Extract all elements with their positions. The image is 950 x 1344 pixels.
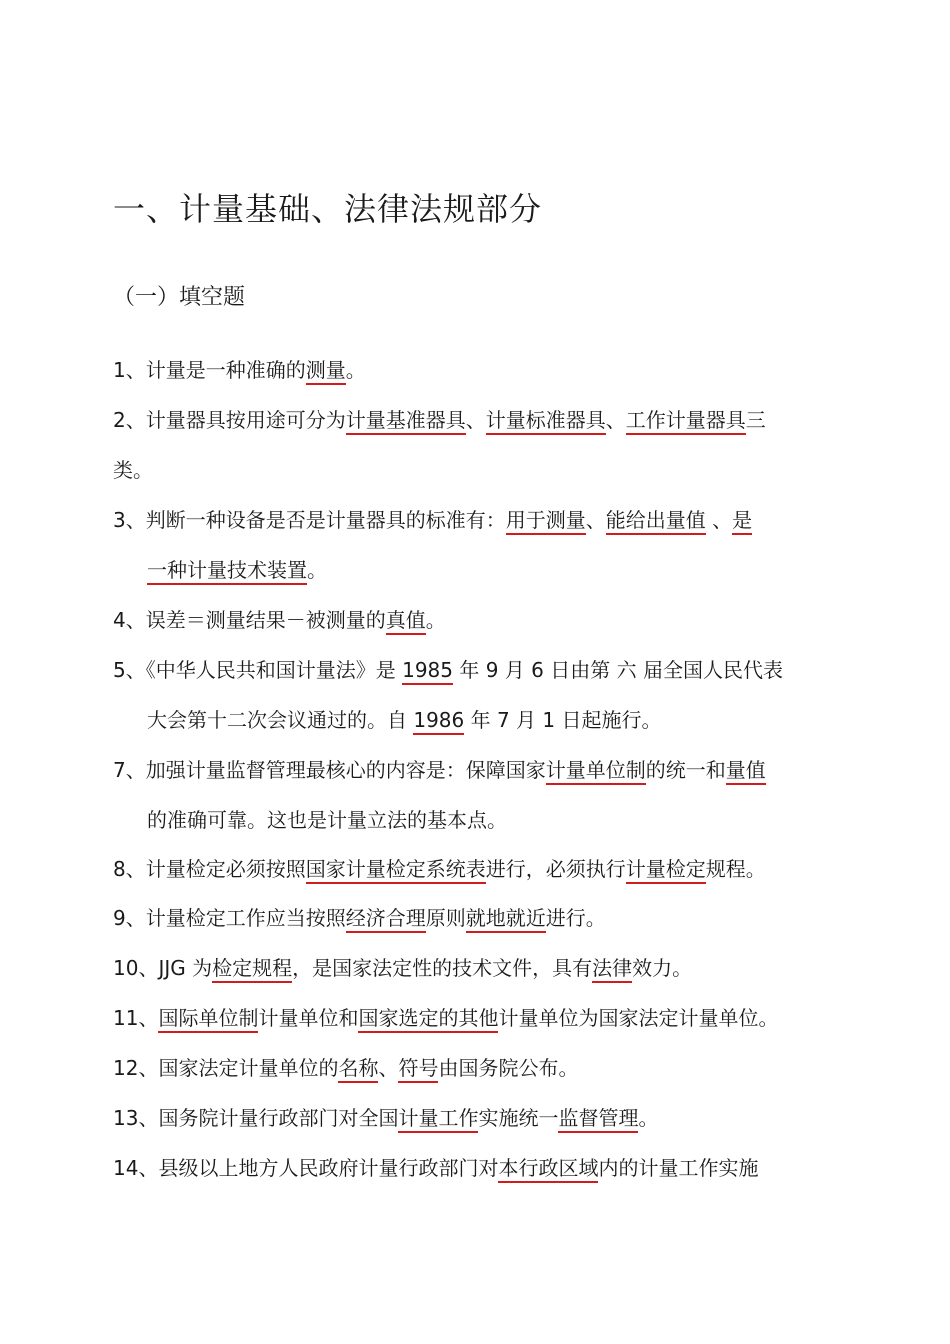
- question-text: 10、JJG 为: [113, 956, 213, 980]
- answer-blank: 计量标准器具: [486, 408, 606, 435]
- answer-blank: 计量工作: [398, 1106, 478, 1133]
- question-text: 14、县级以上地方人民政府计量行政部门对: [113, 1156, 499, 1180]
- answer-blank: 国家选定的其他: [358, 1006, 498, 1033]
- answer-blank: 用于测量: [506, 508, 586, 535]
- answer-blank: 就地就近: [466, 906, 546, 933]
- answer-blank: 国家计量检定系统表: [306, 857, 486, 884]
- question-line: [113, 356, 366, 384]
- answer-blank: 测量: [306, 358, 346, 385]
- question-text: 计量单位为国家法定计量单位。: [498, 1006, 779, 1030]
- answer-blank: 国际单位制: [158, 1006, 258, 1033]
- answer-blank: 符号: [398, 1056, 438, 1083]
- answer-blank: 是: [732, 508, 752, 535]
- answer-blank: 1985: [402, 658, 453, 685]
- answer-blank: 真值: [386, 608, 426, 635]
- question-text: 8、计量检定必须按照: [113, 857, 306, 881]
- question-text: 4、误差＝测量结果－被测量的: [113, 608, 386, 632]
- question-line: [147, 806, 507, 834]
- question-text: 效力。: [632, 956, 693, 980]
- question-text: 13、国务院计量行政部门对全国: [113, 1106, 399, 1130]
- question-line: [113, 855, 766, 883]
- question-text: 进行，必须执行: [485, 857, 626, 881]
- question-text: 的准确可靠。这也是计量立法的基本点。: [147, 808, 507, 832]
- question-line: [113, 406, 766, 434]
- question-text: 、: [378, 1056, 399, 1080]
- question-text: 、: [705, 508, 733, 532]
- question-text: 。: [425, 608, 446, 632]
- section-heading: 一、计量基础、法律法规部分: [113, 190, 543, 228]
- question-text: 原则: [425, 906, 466, 930]
- question-line: [113, 606, 446, 634]
- question-text: ，是国家法定性的技术文件，具有: [292, 956, 593, 980]
- question-line: [113, 456, 153, 484]
- question-text: 。: [345, 358, 366, 382]
- question-text: 1、计量是一种准确的: [113, 358, 306, 382]
- answer-blank: 本行政区域: [498, 1156, 598, 1183]
- question-line: [113, 756, 766, 784]
- question-text: 7、加强计量监督管理最核心的内容是：保障国家: [113, 758, 546, 782]
- answer-blank: 量值: [726, 758, 766, 785]
- question-text: 大会第十二次会议通过的。自: [147, 708, 414, 732]
- question-line: [147, 706, 662, 734]
- question-line: [113, 1104, 658, 1132]
- question-text: 5、《中华人民共和国计量法》是: [113, 658, 403, 682]
- question-line: [147, 556, 327, 584]
- question-text: 规程。: [705, 857, 766, 881]
- answer-blank: 监督管理: [558, 1106, 638, 1133]
- question-text: 年 9 月 6 日由第 六 届全国人民代表: [453, 658, 783, 682]
- question-line: [113, 954, 692, 982]
- question-text: 2、计量器具按用途可分为: [113, 408, 346, 432]
- answer-blank: 工作计量器具: [626, 408, 746, 435]
- answer-blank: 计量基准器具: [346, 408, 466, 435]
- answer-blank: 计量单位制: [546, 758, 646, 785]
- answer-blank: 一种计量技术装置: [147, 558, 307, 585]
- question-text: 内的计量工作实施: [598, 1156, 759, 1180]
- answer-blank: 检定规程: [212, 956, 292, 983]
- question-text: 9、计量检定工作应当按照: [113, 906, 346, 930]
- question-text: 、: [585, 508, 606, 532]
- question-text: 进行。: [545, 906, 606, 930]
- answer-blank: 1986: [413, 708, 464, 735]
- question-text: 12、国家法定计量单位的: [113, 1056, 339, 1080]
- question-text: 、: [465, 408, 486, 432]
- question-text: 。: [307, 558, 327, 582]
- answer-blank: 名称: [338, 1056, 378, 1083]
- question-text: 的统一和: [645, 758, 726, 782]
- question-text: 。: [638, 1106, 659, 1130]
- question-line: [113, 904, 606, 932]
- question-line: [113, 656, 783, 684]
- question-text: 、: [605, 408, 626, 432]
- question-line: [113, 1004, 778, 1032]
- question-text: 计量单位和: [258, 1006, 359, 1030]
- question-text: 由国务院公布。: [438, 1056, 579, 1080]
- question-text: 年 7 月 1 日起施行。: [464, 708, 662, 732]
- question-text: 3、判断一种设备是否是计量器具的标准有：: [113, 508, 506, 532]
- question-text: 11、: [113, 1006, 159, 1030]
- question-text: 三: [745, 408, 766, 432]
- subsection-heading: （一）填空题: [113, 285, 246, 310]
- question-line: [113, 1054, 578, 1082]
- answer-blank: 能给出量值: [606, 508, 706, 535]
- answer-blank: 法律: [592, 956, 632, 983]
- answer-blank: 计量检定: [626, 857, 706, 884]
- answer-blank: 经济合理: [346, 906, 426, 933]
- question-text: 类。: [113, 458, 153, 482]
- question-text: 实施统一: [478, 1106, 559, 1130]
- question-line: [113, 1154, 758, 1182]
- question-line: [113, 506, 752, 534]
